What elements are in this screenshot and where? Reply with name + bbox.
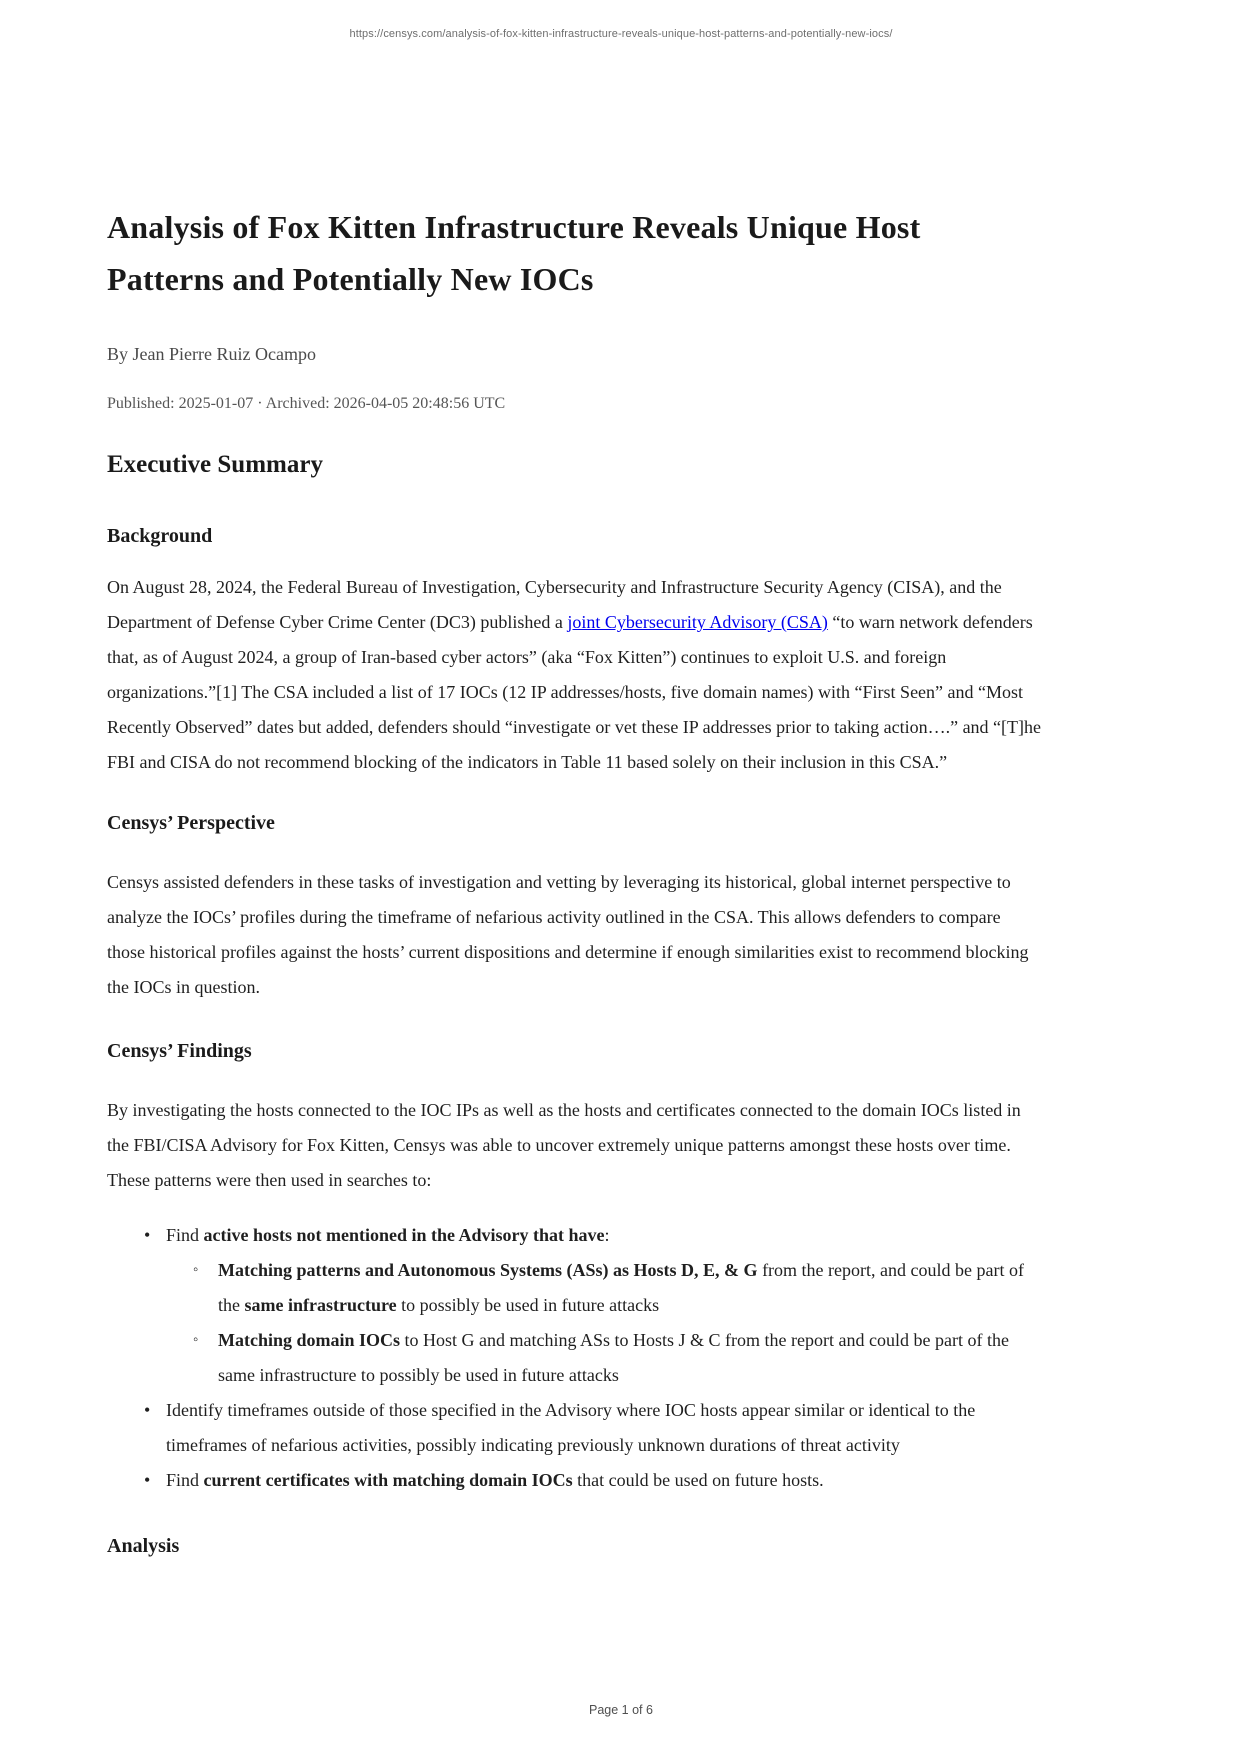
- list-item: [107, 1218, 1042, 1253]
- bullet1-colon: :: [604, 1225, 610, 1245]
- paragraph-censys-perspective: Censys assisted defenders in these tasks of investigation and vetting by leveraging its historical, global internet perspective to analyze the IOCs’ profiles during the timeframe of nefarious activity outlined in the CSA. This allows defenders to compare those historical profiles against the hosts’ current dispositions and determine if enough similarities exist to recommend blocking the IOCs in question.: [107, 872, 1029, 997]
- paragraph-background: [107, 570, 1042, 780]
- findings-bullet-list: [107, 1218, 1042, 1498]
- csa-advisory-link[interactable]: joint Cybersecurity Advisory (CSA): [567, 612, 828, 632]
- article-meta-dates: Published: 2025-01-07 · Archived: 2026-04-05 20:48:56 UTC: [107, 395, 506, 412]
- sub1-bold2: same infrastructure: [244, 1295, 397, 1315]
- bullet1-bold: active hosts not mentioned in the Advisory that have: [203, 1225, 605, 1245]
- bullet1-text: Find: [166, 1225, 204, 1245]
- sub1-bold1: Matching patterns and Autonomous Systems (ASs) as Hosts D, E, & G: [218, 1260, 758, 1280]
- sub1-text2: to possibly be used in future attacks: [396, 1295, 660, 1315]
- list-sub-item: [107, 1253, 1042, 1323]
- article-byline: By Jean Pierre Ruiz Ocampo: [107, 344, 316, 364]
- heading-executive-summary: Executive Summary: [107, 451, 323, 478]
- sub1-text1: from the report, and could be part of the: [218, 1260, 1024, 1315]
- page-number-footer: Page 1 of 6: [589, 1703, 653, 1717]
- paragraph-censys-findings: By investigating the hosts connected to the IOC IPs as well as the hosts and certificates connected to the domain IOCs listed in the FBI/CISA Advisory for Fox Kitten, Censys was able to uncover extremely unique patterns amongst these hosts over time. These patterns were then used in searches to:: [107, 1100, 1021, 1190]
- sub2-bold1: Matching domain IOCs: [218, 1330, 401, 1350]
- heading-analysis: Analysis: [107, 1535, 180, 1557]
- article-content: [107, 0, 1042, 1560]
- list-item: [107, 1463, 1042, 1498]
- sub2-text1: to Host G and matching ASs to Hosts J & C from the report and could be part of the same infrastructure to possibly be used in future attacks: [218, 1330, 1009, 1385]
- heading-censys-perspective: Censys’ Perspective: [107, 812, 275, 834]
- heading-background: Background: [107, 525, 213, 547]
- list-sub-item: [107, 1323, 1042, 1393]
- article-title: Analysis of Fox Kitten Infrastructure Reveals Unique Host Patterns and Potentially New IOCs: [107, 209, 921, 297]
- bullet3-bold: current certificates with matching domain IOCs: [203, 1470, 573, 1490]
- bullet3-text2: that could be used on future hosts.: [572, 1470, 824, 1490]
- print-url-header: https://censys.com/analysis-of-fox-kitten-infrastructure-reveals-unique-host-patterns-and-potentially-new-iocs/: [349, 28, 893, 40]
- background-text-post-link: “to warn network defenders that, as of August 2024, a group of Iran-based cyber actors” (aka “Fox Kitten”) continues to exploit U.S. and foreign organizations.”[1] The CSA included a list of 17 IOCs (12 IP addresses/hosts, five domain names) with “First Seen” and “Most Recently Observed” dates but added, defenders should “investigate or vet these IP addresses prior to taking action….” and “[T]he FBI and CISA do not recommend blocking of the indicators in Table 11 based solely on their inclusion in this CSA.”: [107, 612, 1042, 772]
- list-item: • Identify timeframes outside of those specified in the Advisory where IOC hosts appear similar or identical to the timeframes of nefarious activities, possibly indicating previously unknown durations of threat activity: [107, 1393, 1042, 1463]
- background-text-pre-link: On August 28, 2024, the Federal Bureau of Investigation, Cybersecurity and Infrastructure Security Agency (CISA), and the Department of Defense Cyber Crime Center (DC3) published a: [107, 577, 1002, 632]
- bullet3-text1: Find: [166, 1470, 204, 1490]
- heading-censys-findings: Censys’ Findings: [107, 1040, 252, 1062]
